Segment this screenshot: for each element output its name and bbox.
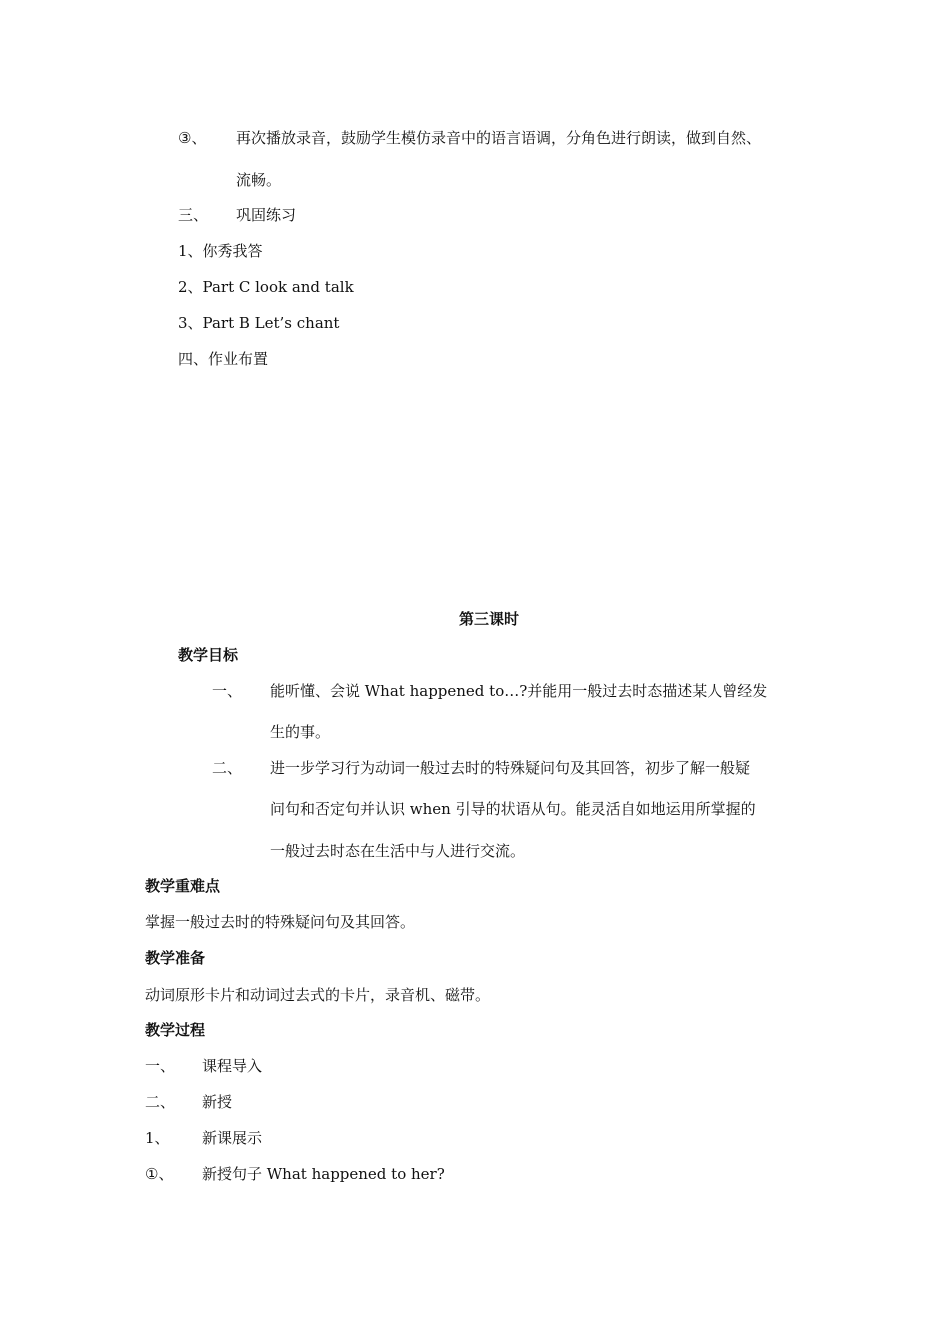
objective-1-marker: 一、	[212, 682, 243, 700]
process-2-marker: 二、	[145, 1093, 176, 1111]
key-points-text: 掌握一般过去时的特殊疑问句及其回答。	[145, 913, 416, 931]
item-3-marker: ③、	[178, 129, 207, 147]
objective-2-line-2: 问句和否定句并认识 when 引导的状语从句。能灵活自如地运用所掌握的	[270, 800, 756, 818]
section-3-title: 巩固练习	[236, 206, 297, 224]
section-4-title: 四、作业布置	[178, 350, 269, 368]
process-4-text: 新授句子 What happened to her?	[202, 1165, 445, 1183]
process-4-marker: ①、	[145, 1165, 174, 1183]
process-1-marker: 一、	[145, 1057, 176, 1075]
objective-1-line-1: 能听懂、会说 What happened to…?并能用一般过去时态描述某人曾经发	[270, 682, 768, 700]
process-1-text: 课程导入	[202, 1057, 263, 1075]
preparation-text: 动词原形卡片和动词过去式的卡片，录音机、磁带。	[145, 986, 491, 1004]
section-3-marker: 三、	[178, 206, 209, 224]
practice-item-1: 1、你秀我答	[178, 242, 263, 260]
item-3-line-2: 流畅。	[236, 171, 282, 189]
process-3-text: 新课展示	[202, 1129, 263, 1147]
item-3-line-1: 再次播放录音，鼓励学生模仿录音中的语言语调，分角色进行朗读，做到自然、	[236, 129, 762, 147]
practice-item-2: 2、Part C look and talk	[178, 278, 354, 296]
objective-1-line-2: 生的事。	[270, 723, 331, 741]
process-2-text: 新授	[202, 1093, 233, 1111]
objectives-heading: 教学目标	[178, 646, 239, 664]
practice-item-3: 3、Part B Let’s chant	[178, 314, 340, 332]
objective-2-line-3: 一般过去时态在生活中与人进行交流。	[270, 842, 526, 860]
process-3-marker: 1、	[145, 1129, 170, 1147]
key-points-heading: 教学重难点	[145, 877, 221, 895]
preparation-heading: 教学准备	[145, 949, 206, 967]
objective-2-line-1: 进一步学习行为动词一般过去时的特殊疑问句及其回答，初步了解一般疑	[270, 759, 751, 777]
objective-2-marker: 二、	[212, 759, 243, 777]
process-heading: 教学过程	[145, 1021, 206, 1039]
lesson-title: 第三课时	[459, 610, 520, 628]
